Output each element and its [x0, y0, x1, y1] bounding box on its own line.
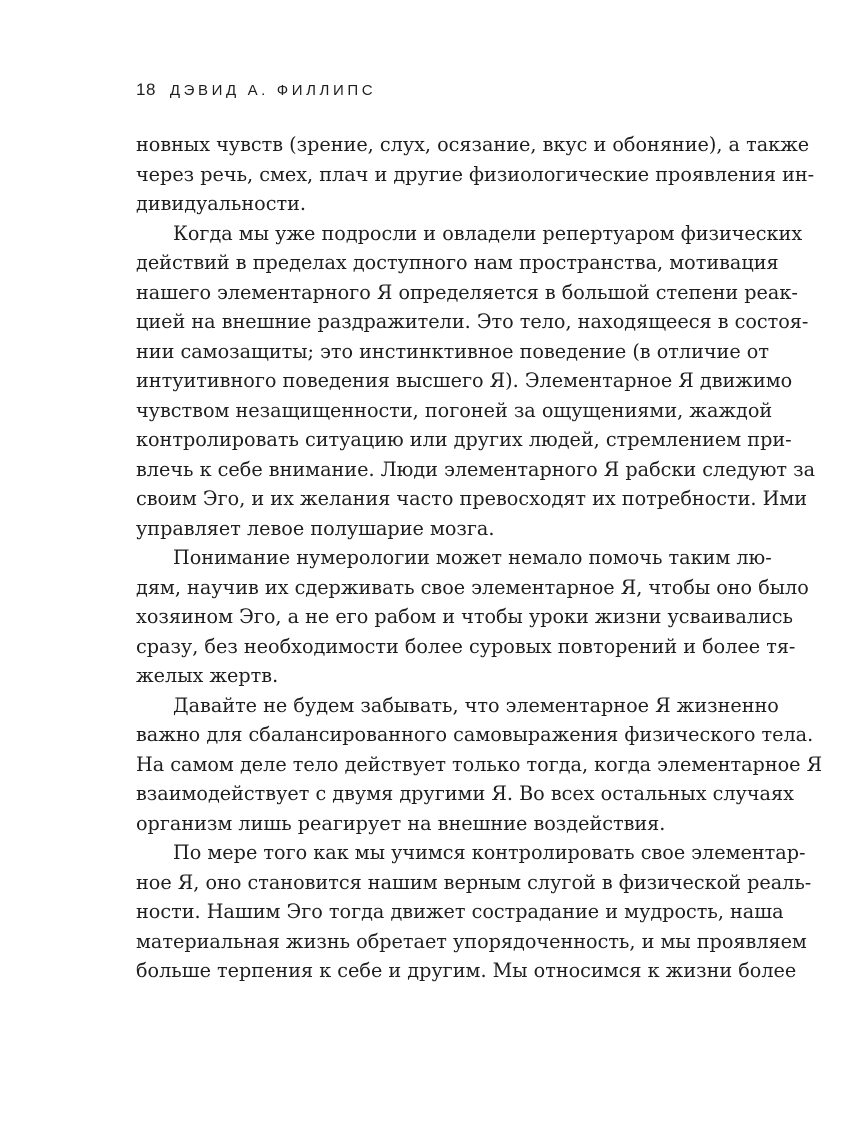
text-line: Когда мы уже подросли и овладели репертуаром физических: [173, 221, 803, 245]
text-line: интуитивного поведения высшего Я). Элементарное Я движимо: [136, 369, 793, 392]
text-line: дям, научив их сдерживать свое элементарное Я, чтобы оно было: [136, 575, 809, 599]
text-line: важно для сбалансированного самовыражения физического тела.: [136, 723, 814, 746]
text-line: По мере того как мы учимся контролировать свое элементар-: [173, 841, 806, 864]
text-line: нии самозащиты; это инстинктивное поведение (в отличие от: [136, 339, 769, 363]
page-number: 18: [136, 80, 156, 99]
running-title-author: ДЭВИД А. ФИЛЛИПС: [169, 82, 377, 99]
text-line: через речь, смех, плач и другие физиологические проявления ин-: [136, 162, 815, 186]
text-line: новных чувств (зрение, слух, осязание, вкус и обоняние), а также: [136, 133, 810, 156]
text-line: материальная жизнь обретает упорядоченность, и мы проявляем: [136, 929, 807, 953]
text-line: хозяином Эго, а не его рабом и чтобы уроки жизни усваивались: [136, 605, 793, 628]
text-line: ности. Нашим Эго тогда движет сострадание и мудрость, наша: [136, 900, 784, 923]
text-line: дивидуальности.: [136, 192, 306, 215]
text-line: больше терпения к себе и другим. Мы относимся к жизни более: [136, 959, 797, 982]
running-header: [136, 80, 376, 108]
text-line: Понимание нумерологии может немало помочь таким лю-: [173, 546, 772, 569]
text-line: На самом деле тело действует только тогда, когда элементарное Я: [136, 752, 823, 776]
text-line: влечь к себе внимание. Люди элементарного Я рабски следуют за: [136, 457, 816, 481]
text-line: управляет левое полушарие мозга.: [136, 516, 495, 540]
text-line: действий в пределах доступного нам пространства, мотивация: [136, 251, 779, 274]
text-line: взаимодействует с двумя другими Я. Во всех остальных случаях: [136, 782, 794, 805]
text-line: Давайте не будем забывать, что элементарное Я жизненно: [173, 693, 779, 717]
text-line: нашего элементарного Я определяется в большой степени реак-: [136, 280, 798, 304]
text-line: сразу, без необходимости более суровых повторений и более тя-: [136, 634, 796, 658]
text-line: своим Эго, и их желания часто превосходят их потребности. Ими: [136, 487, 808, 510]
text-line: контролировать ситуацию или других людей, стремлением при-: [136, 428, 792, 451]
text-line: чувством незащищенности, погоней за ощущениями, жаждой: [136, 398, 773, 422]
text-line: цией на внешние раздражители. Это тело, находящееся в состоя-: [136, 310, 809, 333]
text-line: организм лишь реагирует на внешние воздействия.: [136, 811, 666, 835]
text-line: желых жертв.: [136, 664, 279, 687]
text-line: ное Я, оно становится нашим верным слугой в физической реаль-: [136, 870, 812, 894]
body-text: [136, 130, 823, 986]
